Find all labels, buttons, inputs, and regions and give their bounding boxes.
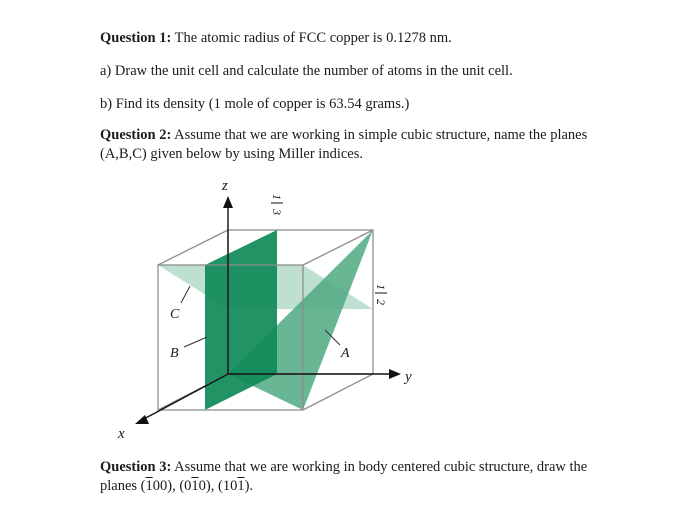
question-3-line-1 <box>100 458 587 477</box>
axis-y-label: y <box>405 369 412 385</box>
plane-1-rest: 00), (0 <box>152 478 192 494</box>
plane-1-bar-digit: 1 <box>145 478 153 494</box>
plane-2-rest: 0), (10 <box>198 478 238 494</box>
planes-suffix: ). <box>244 478 254 494</box>
question-1-part-b: b) Find its density (1 mole of copper is 63.54 grams.) <box>100 96 410 112</box>
question-2-text-1: Assume that we are working in simple cubic structure, name the planes <box>171 127 588 143</box>
question-3-label: Question 3: <box>100 459 172 475</box>
x-axis-arrow <box>135 415 149 424</box>
question-2-label: Question 2: <box>100 127 172 143</box>
fraction-one-half <box>374 284 388 305</box>
label-c-leader <box>181 286 190 303</box>
fraction-one-half-den: 2 <box>374 299 388 305</box>
question-3-text-1: Assume that we are working in body centered cubic structure, draw the <box>171 459 588 475</box>
fraction-one-third <box>270 194 284 215</box>
fraction-one-third-num: 1 <box>270 194 284 200</box>
z-axis-arrow <box>223 196 233 208</box>
label-b-leader <box>184 337 207 347</box>
fraction-one-third-den: 3 <box>270 209 284 215</box>
label-b: B <box>170 346 179 361</box>
question-1-text: The atomic radius of FCC copper is 0.1278 nm. <box>171 30 452 46</box>
question-1-part-a: a) Draw the unit cell and calculate the number of atoms in the unit cell. <box>100 63 513 79</box>
question-3-line-2 <box>100 477 253 496</box>
y-axis-arrow <box>389 369 401 379</box>
axis-z-label: z <box>222 178 228 194</box>
plane-3-bar-digit: 1 <box>237 478 245 494</box>
question-1-label: Question 1: <box>100 30 172 46</box>
axis-x-label: x <box>118 426 125 442</box>
question-2-line-2: (A,B,C) given below by using Miller indices. <box>100 146 363 162</box>
label-a: A <box>341 346 350 361</box>
planes-prefix: planes ( <box>100 478 146 494</box>
label-c: C <box>170 307 180 322</box>
fraction-one-half-num: 1 <box>374 284 388 290</box>
plane-2-bar-digit: 1 <box>191 478 199 494</box>
